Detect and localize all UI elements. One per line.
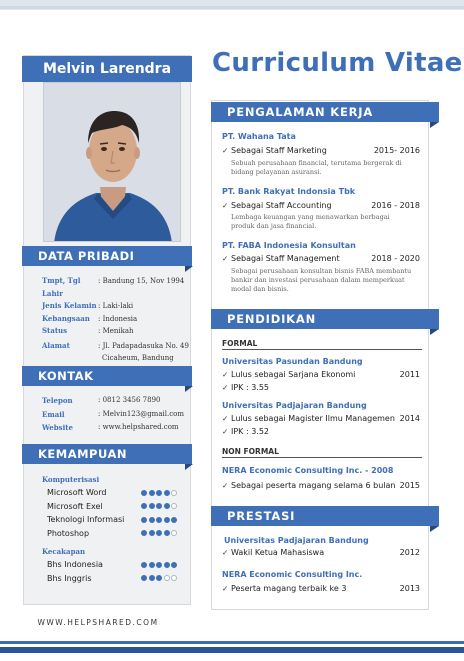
rating-dot-icon bbox=[149, 490, 155, 496]
skill-label: Microsoft Exel bbox=[47, 501, 103, 511]
formal-subheading bbox=[222, 339, 422, 350]
kv-row bbox=[42, 340, 190, 353]
edu-line bbox=[222, 370, 420, 379]
edu-text: ✓ IPK : 3.52 bbox=[222, 427, 269, 436]
rating-dot-icon bbox=[164, 575, 170, 581]
section-kemampuan: KEMAMPUAN bbox=[22, 444, 192, 464]
skill-row bbox=[47, 559, 177, 570]
kv-value: : Laki-laki bbox=[98, 302, 134, 310]
school-name: Universitas Padjajaran Bandung bbox=[222, 401, 367, 410]
kv-row bbox=[42, 421, 190, 435]
phone-value[interactable]: : 0812 3456 7890 bbox=[98, 396, 161, 404]
footer-website[interactable]: WWW.HELPSHARED.COM bbox=[37, 618, 159, 627]
bottom-decor-bar bbox=[0, 641, 464, 661]
edu-line bbox=[222, 481, 420, 490]
rating-dot-icon bbox=[164, 562, 170, 568]
skill-row bbox=[47, 501, 177, 512]
job-years: 2015- 2016 bbox=[373, 146, 420, 155]
job-role: ✓ Sebagai Staff Accounting bbox=[222, 201, 332, 210]
kv-value: : Jl. Padapadasuka No. 49 bbox=[98, 341, 189, 350]
skill-rating bbox=[141, 575, 177, 581]
rating-dot-icon bbox=[156, 530, 162, 536]
skill-label: Photoshop bbox=[47, 528, 90, 538]
person-portrait-icon bbox=[44, 83, 181, 242]
kv-key bbox=[42, 352, 98, 365]
formal-label: FORMAL bbox=[222, 339, 258, 348]
skill-group-heading: Kecakapan bbox=[42, 547, 86, 556]
rating-dot-icon bbox=[141, 530, 147, 536]
skill-rating bbox=[141, 490, 177, 496]
rating-dot-icon bbox=[149, 517, 155, 523]
email-link[interactable]: : Melvin123@gmail.com bbox=[98, 409, 184, 418]
section-prestasi: PRESTASI bbox=[211, 506, 439, 526]
kv-key: Telepon bbox=[42, 396, 73, 405]
award-text: ✓ Peserta magang terbaik ke 3 bbox=[222, 584, 346, 593]
award-line bbox=[222, 584, 420, 593]
job-role-line bbox=[222, 254, 420, 263]
skill-label: Bhs Indonesia bbox=[47, 560, 103, 569]
award-year: 2013 bbox=[399, 584, 420, 593]
kv-value: : Menikah bbox=[98, 327, 134, 335]
edu-year: 2015 bbox=[399, 481, 420, 490]
job-company: PT. Bank Rakyat Indonsia Tbk bbox=[222, 187, 356, 196]
job-description: Sebuah perusahaan financial, terutama bergerak di bidang pelayanan asuransi. bbox=[231, 159, 402, 176]
rating-dot-icon bbox=[141, 490, 147, 496]
kv-value: : Indonesia bbox=[98, 314, 138, 323]
award-text: ✓ Wakil Ketua Mahasiswa bbox=[222, 548, 324, 557]
job-company: PT. Wahana Tata bbox=[222, 132, 296, 141]
kv-key: Jenis Kelamin bbox=[42, 301, 97, 310]
kv-row bbox=[42, 394, 190, 408]
edu-line bbox=[222, 383, 420, 392]
rating-dot-icon bbox=[149, 530, 155, 536]
rating-dot-icon bbox=[149, 575, 155, 581]
edu-text: ✓ Lulus sebagai Sarjana Ekonomi bbox=[222, 370, 355, 379]
kv-key: Kebangsaan bbox=[42, 313, 90, 323]
job-description: Sebagai perusahaan konsultan bisnis FABA membantu bankir dan investasi perusahaan dalam memperkuat modal dan bisnis. bbox=[231, 267, 412, 293]
rating-dot-icon bbox=[141, 575, 147, 581]
award-line bbox=[222, 548, 420, 557]
section-pengalaman-kerja: PENGALAMAN KERJA bbox=[211, 102, 439, 122]
skill-label: Bhs Inggris bbox=[47, 573, 92, 583]
edu-text: ✓ IPK : 3.55 bbox=[222, 383, 269, 392]
section-data-pribadi: DATA PRIBADI bbox=[22, 246, 192, 266]
kontak-list bbox=[42, 394, 190, 435]
job-role-line bbox=[222, 201, 420, 210]
rating-dot-icon bbox=[156, 575, 162, 581]
skill-row bbox=[47, 514, 177, 525]
job-role: ✓ Sebagai Staff Management bbox=[222, 254, 340, 263]
rating-dot-icon bbox=[141, 562, 147, 568]
kv-row bbox=[42, 300, 190, 313]
rating-dot-icon bbox=[164, 517, 170, 523]
name-banner: Melvin Larendra bbox=[22, 56, 192, 82]
rating-dot-icon bbox=[156, 503, 162, 509]
job-description: Lembaga keuangan yang menawarkan berbagai produk dan jasa financial. bbox=[231, 213, 390, 230]
kv-row bbox=[42, 325, 190, 338]
section-pendidikan: PENDIDIKAN bbox=[211, 309, 439, 329]
skill-rating bbox=[141, 517, 177, 523]
rating-dot-icon bbox=[171, 562, 177, 568]
skill-label: Teknologi Informasi bbox=[47, 515, 125, 524]
rating-dot-icon bbox=[164, 530, 170, 536]
skill-rating bbox=[141, 503, 177, 509]
rating-dot-icon bbox=[164, 490, 170, 496]
page-title: Curriculum Vitae bbox=[212, 48, 463, 78]
rating-dot-icon bbox=[171, 530, 177, 536]
edu-year: 2014 bbox=[399, 414, 420, 423]
skill-row bbox=[47, 573, 177, 584]
award-year: 2012 bbox=[399, 548, 420, 557]
kv-key: Status bbox=[42, 326, 68, 335]
kv-value: Cicaheum, Bandung bbox=[102, 354, 174, 362]
skill-rating bbox=[141, 562, 177, 568]
rating-dot-icon bbox=[171, 503, 177, 509]
kv-key: Tmpt, Tgl Lahir bbox=[42, 276, 81, 298]
job-role: ✓ Sebagai Staff Marketing bbox=[222, 146, 327, 155]
data-pribadi-list bbox=[42, 275, 190, 365]
rating-dot-icon bbox=[141, 517, 147, 523]
rating-dot-icon bbox=[141, 503, 147, 509]
kv-row bbox=[42, 313, 190, 326]
nonformal-subheading bbox=[222, 447, 422, 458]
kv-key: Email bbox=[42, 409, 65, 419]
kv-key: Website bbox=[42, 423, 73, 432]
job-company: PT. FABA Indonesia Konsultan bbox=[222, 241, 356, 250]
award-org: NERA Economic Consulting Inc. bbox=[222, 570, 363, 579]
top-decor-bar bbox=[0, 0, 464, 10]
edu-line bbox=[222, 414, 420, 423]
kv-value: : Bandung 15, Nov 1994 bbox=[98, 277, 185, 285]
kv-key: Alamat bbox=[42, 340, 70, 350]
school-name: Universitas Pasundan Bandung bbox=[222, 357, 363, 366]
rating-dot-icon bbox=[156, 562, 162, 568]
rating-dot-icon bbox=[171, 575, 177, 581]
award-org: Universitas Padjajaran Bandung bbox=[224, 536, 369, 545]
nonformal-label: NON FORMAL bbox=[222, 447, 279, 456]
rating-dot-icon bbox=[156, 517, 162, 523]
rating-dot-icon bbox=[164, 503, 170, 509]
rating-dot-icon bbox=[156, 490, 162, 496]
kv-row bbox=[42, 275, 190, 300]
rating-dot-icon bbox=[149, 562, 155, 568]
skill-row bbox=[47, 528, 177, 539]
edu-year: 2011 bbox=[399, 370, 420, 379]
website-link[interactable]: : www.helpshared.com bbox=[98, 423, 179, 431]
edu-text: ✓ Sebagai peserta magang selama 6 bulan bbox=[222, 481, 395, 490]
kv-row bbox=[42, 408, 190, 422]
rating-dot-icon bbox=[149, 503, 155, 509]
rating-dot-icon bbox=[171, 517, 177, 523]
course-name: NERA Economic Consulting Inc. - 2008 bbox=[222, 466, 394, 475]
skill-row bbox=[47, 487, 177, 498]
section-kontak: KONTAK bbox=[22, 366, 192, 386]
job-years: 2018 - 2020 bbox=[371, 254, 420, 263]
rating-dot-icon bbox=[171, 490, 177, 496]
job-role-line bbox=[222, 146, 420, 155]
edu-line bbox=[222, 427, 420, 436]
job-years: 2016 - 2018 bbox=[371, 201, 420, 210]
skill-label: Microsoft Word bbox=[47, 488, 107, 497]
skill-group-heading: Komputerisasi bbox=[42, 475, 100, 484]
profile-photo bbox=[43, 82, 181, 242]
skill-rating bbox=[141, 530, 177, 536]
kv-row bbox=[42, 352, 190, 365]
edu-text: ✓ Lulus sebagai Magister Ilmu Managemen bbox=[222, 414, 395, 423]
